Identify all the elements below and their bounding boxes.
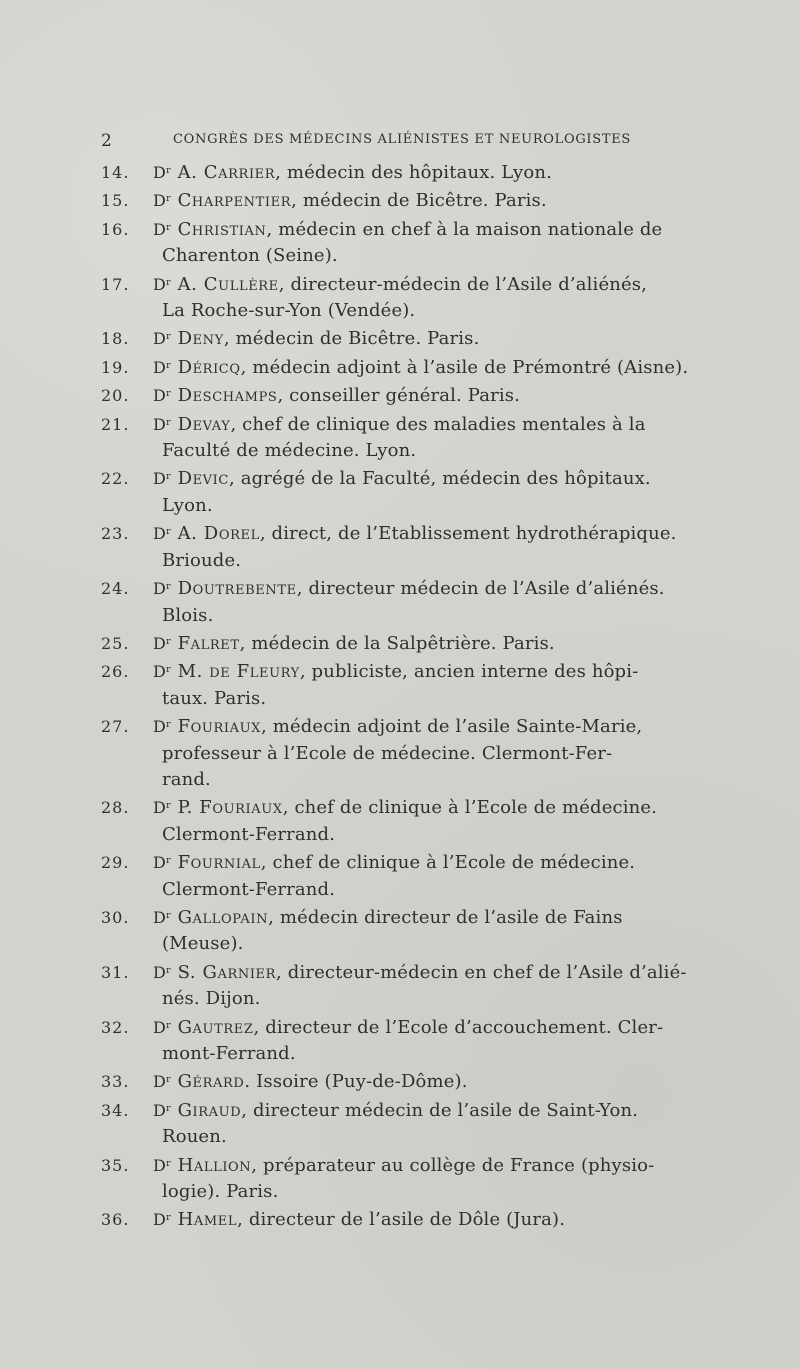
doctor-title: Dʳ bbox=[153, 469, 172, 489]
person-name: Fouriaux bbox=[177, 716, 261, 738]
entry-continuation: Clermont-Ferrand. bbox=[162, 823, 336, 845]
doctor-title: Dʳ bbox=[153, 579, 172, 599]
list-item bbox=[101, 631, 731, 657]
person-name: M. de Fleury bbox=[177, 661, 300, 683]
person-name: Deschamps bbox=[177, 385, 278, 407]
entry-number: 23. bbox=[101, 524, 130, 544]
person-name: Giraud bbox=[177, 1099, 242, 1121]
entry-text: , médecin adjoint à l’asile de Prémontré (Aisne). bbox=[240, 356, 689, 378]
entry-text: , médecin de Bicêtre. Paris. bbox=[291, 190, 547, 212]
entry-text: , directeur-médecin en chef de l’Asile d’alié- bbox=[276, 961, 687, 983]
list-item bbox=[101, 272, 731, 325]
list-item bbox=[101, 850, 731, 903]
entry-text: , directeur médecin de l’Asile d’aliénés. bbox=[296, 578, 665, 600]
entry-number: 27. bbox=[101, 717, 130, 737]
entry-text: . Issoire (Puy-de-Dôme). bbox=[244, 1071, 468, 1093]
entry-continuation: Clermont-Ferrand. bbox=[162, 878, 336, 900]
entry-continuation: Rouen. bbox=[162, 1126, 227, 1148]
entry-continuation: taux. Paris. bbox=[162, 687, 267, 709]
list-item bbox=[101, 576, 731, 629]
list-item bbox=[101, 188, 731, 214]
entry-number: 16. bbox=[101, 219, 130, 239]
list-item bbox=[101, 795, 731, 848]
entry-text: , publiciste, ancien interne des hôpi- bbox=[299, 661, 639, 683]
person-name: Deny bbox=[177, 328, 224, 350]
doctor-title: Dʳ bbox=[153, 1072, 172, 1092]
entry-continuation: Charenton (Seine). bbox=[162, 245, 338, 267]
doctor-title: Dʳ bbox=[153, 1210, 172, 1230]
entry-line bbox=[153, 272, 731, 298]
entry-line bbox=[153, 160, 731, 186]
entry-line bbox=[153, 795, 731, 821]
page-number: 2 bbox=[101, 131, 113, 151]
doctor-title: Dʳ bbox=[153, 907, 172, 927]
entry-text: , médecin des hôpitaux. Lyon. bbox=[275, 162, 552, 183]
entry-number: 19. bbox=[101, 357, 130, 377]
doctor-title: Dʳ bbox=[153, 1155, 172, 1175]
person-name: A. Cullère bbox=[177, 273, 279, 295]
doctor-title: Dʳ bbox=[153, 853, 172, 873]
list-item bbox=[101, 217, 731, 270]
doctor-title: Dʳ bbox=[153, 662, 172, 682]
entry-line bbox=[153, 1207, 731, 1233]
person-name: Devic bbox=[177, 468, 229, 490]
entry-line bbox=[153, 466, 731, 492]
entry-number: 32. bbox=[101, 1017, 130, 1037]
doctor-title: Dʳ bbox=[153, 1100, 172, 1120]
entry-line bbox=[153, 905, 731, 931]
entry-continuation: professeur à l’Ecole de médecine. Clermont-Fer- bbox=[162, 742, 613, 764]
list-item bbox=[101, 1098, 731, 1151]
person-name: A. Dorel bbox=[177, 523, 260, 545]
entry-text: , agrégé de la Faculté, médecin des hôpitaux. bbox=[228, 468, 651, 490]
doctor-title: Dʳ bbox=[153, 191, 172, 211]
entry-number: 14. bbox=[101, 163, 130, 182]
list-item bbox=[101, 659, 731, 712]
page-header bbox=[101, 131, 701, 151]
doctor-title: Dʳ bbox=[153, 717, 172, 737]
person-name: Hallion bbox=[177, 1154, 252, 1176]
list-item bbox=[101, 1207, 731, 1233]
list-item bbox=[101, 160, 731, 186]
entry-line bbox=[153, 1098, 731, 1124]
person-name: Déricq bbox=[177, 356, 241, 378]
entry-number: 31. bbox=[101, 962, 130, 982]
entry-number: 25. bbox=[101, 633, 130, 653]
entry-line bbox=[153, 1153, 731, 1179]
list-item bbox=[101, 383, 731, 409]
doctor-title: Dʳ bbox=[153, 163, 172, 182]
entry-continuation: La Roche-sur-Yon (Vendée). bbox=[162, 300, 416, 322]
entry-text: , médecin de la Salpêtrière. Paris. bbox=[239, 632, 555, 654]
entry-line bbox=[153, 850, 731, 876]
person-name: P. Fouriaux bbox=[177, 797, 283, 819]
entry-text: , médecin directeur de l’asile de Fains bbox=[268, 906, 623, 928]
running-head: CONGRÈS DES MÉDECINS ALIÉNISTES ET NEUROLOGISTES bbox=[173, 132, 632, 147]
list-item bbox=[101, 1153, 731, 1206]
entry-line bbox=[153, 355, 731, 381]
entry-continuation: Lyon. bbox=[162, 494, 213, 516]
entry-line bbox=[153, 1069, 731, 1095]
entry-number: 30. bbox=[101, 907, 130, 927]
entry-number: 21. bbox=[101, 414, 130, 434]
list-item bbox=[101, 714, 731, 793]
entry-line bbox=[153, 412, 731, 438]
doctor-title: Dʳ bbox=[153, 274, 172, 294]
entry-text: , chef de clinique à l’Ecole de médecine. bbox=[260, 852, 636, 874]
entry-text: , directeur de l’asile de Dôle (Jura). bbox=[237, 1209, 566, 1231]
list-item bbox=[101, 326, 731, 352]
entry-number: 28. bbox=[101, 798, 130, 818]
entry-number: 35. bbox=[101, 1155, 130, 1175]
list-item bbox=[101, 905, 731, 958]
entry-continuation: Faculté de médecine. Lyon. bbox=[162, 440, 417, 462]
list-item bbox=[101, 521, 731, 574]
entry-text: , médecin en chef à la maison nationale de bbox=[266, 218, 663, 240]
list-item bbox=[101, 1069, 731, 1095]
person-name: Fournial bbox=[177, 852, 261, 874]
entry-line bbox=[153, 383, 731, 409]
entry-text: , conseiller général. Paris. bbox=[277, 385, 521, 407]
entry-continuation: mont-Ferrand. bbox=[162, 1043, 296, 1064]
entry-number: 22. bbox=[101, 469, 130, 489]
entry-continuation: Brioude. bbox=[162, 549, 242, 571]
list-item bbox=[101, 1015, 731, 1068]
doctor-title: Dʳ bbox=[153, 1017, 172, 1037]
person-name: Christian bbox=[177, 218, 267, 240]
list-item bbox=[101, 466, 731, 519]
entry-number: 33. bbox=[101, 1072, 130, 1092]
entry-number: 34. bbox=[101, 1100, 130, 1120]
entry-continuation: rand. bbox=[162, 768, 211, 790]
entry-text: , préparateur au collège de France (physio- bbox=[251, 1154, 655, 1176]
list-item bbox=[101, 355, 731, 381]
entry-number: 26. bbox=[101, 662, 130, 682]
list-item bbox=[101, 412, 731, 465]
doctor-title: Dʳ bbox=[153, 798, 172, 818]
doctor-title: Dʳ bbox=[153, 633, 172, 653]
person-name: A. Carrier bbox=[177, 162, 276, 183]
entry-continuation: logie). Paris. bbox=[162, 1181, 279, 1203]
entry-number: 24. bbox=[101, 579, 130, 599]
entry-number: 15. bbox=[101, 191, 130, 211]
entry-continuation: nés. Dijon. bbox=[162, 988, 261, 1010]
entry-text: , directeur-médecin de l’Asile d’aliénés, bbox=[278, 273, 648, 295]
entry-line bbox=[153, 188, 731, 214]
entry-line bbox=[153, 521, 731, 547]
entry-text: , chef de clinique à l’Ecole de médecine. bbox=[282, 797, 658, 819]
entry-line bbox=[153, 217, 731, 243]
entry-text: , directeur médecin de l’asile de Saint-Yon. bbox=[241, 1099, 639, 1121]
entry-continuation: (Meuse). bbox=[162, 933, 244, 955]
entry-number: 20. bbox=[101, 386, 130, 406]
doctor-title: Dʳ bbox=[153, 962, 172, 982]
doctor-title: Dʳ bbox=[153, 219, 172, 239]
entry-line bbox=[153, 631, 731, 657]
doctor-title: Dʳ bbox=[153, 386, 172, 406]
entry-text: , direct, de l’Etablissement hydrothérapique. bbox=[259, 523, 677, 545]
member-list bbox=[101, 160, 731, 1231]
entry-text: , médecin adjoint de l’asile Sainte-Marie, bbox=[261, 716, 643, 738]
person-name: Devay bbox=[177, 413, 231, 435]
person-name: Gallopain bbox=[177, 906, 269, 928]
entry-text: , chef de clinique des maladies mentales à la bbox=[230, 413, 646, 435]
entry-continuation: Blois. bbox=[162, 604, 214, 626]
person-name: Falret bbox=[177, 632, 240, 654]
person-name: Gautrez bbox=[177, 1016, 254, 1038]
person-name: Charpentier bbox=[177, 190, 292, 212]
entry-number: 18. bbox=[101, 329, 130, 349]
entry-line bbox=[153, 659, 731, 685]
entry-line bbox=[153, 326, 731, 352]
list-item bbox=[101, 960, 731, 1013]
doctor-title: Dʳ bbox=[153, 329, 172, 349]
entry-line bbox=[153, 960, 731, 986]
entry-line bbox=[153, 576, 731, 602]
person-name: Gérard bbox=[177, 1071, 245, 1093]
entry-text: , médecin de Bicêtre. Paris. bbox=[223, 328, 480, 350]
person-name: Doutrebente bbox=[177, 578, 297, 600]
entry-number: 29. bbox=[101, 853, 130, 873]
person-name: Hamel bbox=[177, 1209, 238, 1231]
doctor-title: Dʳ bbox=[153, 524, 172, 544]
doctor-title: Dʳ bbox=[153, 414, 172, 434]
doctor-title: Dʳ bbox=[153, 357, 172, 377]
person-name: S. Garnier bbox=[177, 961, 277, 983]
entry-line bbox=[153, 714, 731, 740]
entry-text: , directeur de l’Ecole d’accouchement. Cler- bbox=[253, 1016, 664, 1038]
entry-number: 17. bbox=[101, 274, 130, 294]
entry-number: 36. bbox=[101, 1210, 130, 1230]
entry-line bbox=[153, 1015, 731, 1041]
